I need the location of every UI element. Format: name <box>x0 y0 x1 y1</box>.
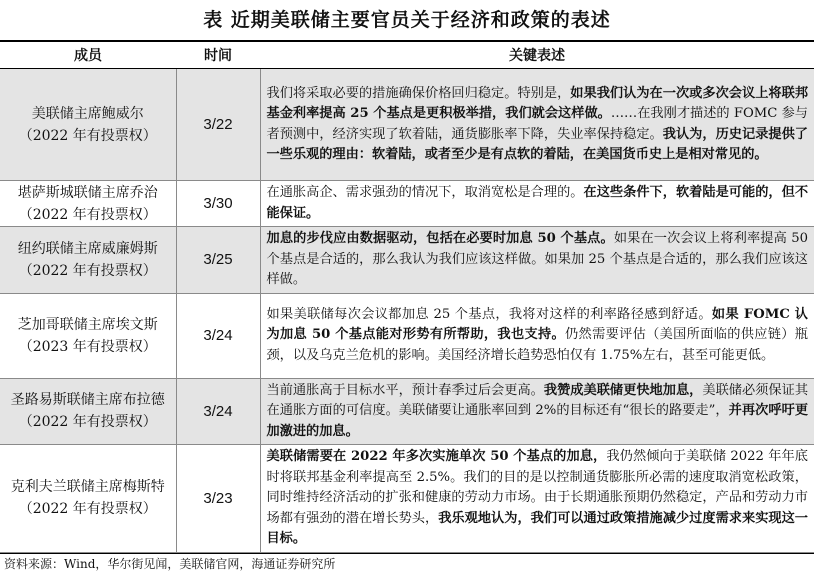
time-cell: 3/23 <box>176 445 260 553</box>
member-cell <box>0 293 176 378</box>
time-cell: 3/22 <box>176 69 260 181</box>
statements-table <box>0 42 814 553</box>
statement-text: 如果美联储每次会议都加息 25 个基点，我将对这样的利率路径感到舒适。 <box>266 306 712 322</box>
statement-emphasis: 美联储需要在 2022 年多次实施单次 50 个基点的加息， <box>266 449 607 464</box>
member-vote: （2022 年有投票权） <box>18 414 157 431</box>
member-cell <box>0 445 176 553</box>
table-row <box>0 69 814 181</box>
statement-emphasis: 并再次呼吁更加激进的加息。 <box>266 403 809 439</box>
member-cell <box>0 69 176 181</box>
table-row <box>0 378 814 445</box>
time-cell: 3/24 <box>176 293 260 378</box>
table-row <box>0 445 814 553</box>
member-name: 圣路易斯联储主席布拉德 <box>10 392 165 409</box>
member-vote: （2022 年有投票权） <box>18 127 157 144</box>
header-statement: 关键表述 <box>260 42 814 69</box>
member-vote: （2022 年有投票权） <box>18 501 157 518</box>
time-cell: 3/25 <box>176 227 260 294</box>
statement-text: 当前通胀高于目标水平，预计春季过后会更高。 <box>266 382 544 398</box>
statement-emphasis: 我赞成美联储更快地加息， <box>543 382 703 398</box>
statement-cell <box>260 181 814 227</box>
source-note: 资料来源：Wind，华尔街见闻，美联储官网，海通证券研究所 <box>0 553 814 574</box>
statement-text: 在通胀高企、需求强劲的情况下，取消宽松是合理的。 <box>266 185 584 200</box>
statement-text: ……在我刚才描述的 FOMC 参与者预测中，经济实现了软着陆，通货膨胀率下降，失业率保持稳定。 <box>266 106 808 142</box>
statement-cell <box>260 293 814 378</box>
header-time: 时间 <box>176 42 260 69</box>
statement-text: 美联储必须保证其在通胀方面的可信度。美联储要让通胀率回到 2%的目标还有“很长的路要走”， <box>266 382 809 418</box>
statement-cell <box>260 227 814 294</box>
time-cell: 3/30 <box>176 181 260 227</box>
statement-emphasis: 在这些条件下，软着陆是可能的，但不能保证。 <box>266 185 809 221</box>
header-member: 成员 <box>0 42 176 69</box>
time-cell: 3/24 <box>176 378 260 445</box>
member-name: 纽约联储主席威廉姆斯 <box>17 240 158 257</box>
table-row <box>0 293 814 378</box>
statement-cell <box>260 378 814 445</box>
header-row <box>0 42 814 69</box>
member-name: 堪萨斯城联储主席乔治 <box>17 184 158 201</box>
table-title: 表 近期美联储主要官员关于经济和政策的表述 <box>0 0 814 42</box>
member-cell <box>0 227 176 294</box>
member-name: 芝加哥联储主席埃文斯 <box>17 316 158 333</box>
statement-emphasis: 如果 FOMC 认为加息 50 个基点能对形势有所帮助，我也支持。 <box>266 306 808 343</box>
member-cell <box>0 378 176 445</box>
member-cell <box>0 181 176 227</box>
statement-emphasis: 如果我们认为在一次或多次会议上将联邦基金利率提高 25 个基点是更积极举措，我们就会这样做。 <box>266 85 808 121</box>
member-vote: （2022 年有投票权） <box>18 262 157 279</box>
statement-emphasis: 加息的步伐应由数据驱动，包括在必要时加息 50 个基点。 <box>266 231 614 246</box>
statement-emphasis: 我乐观地认为，我们可以通过政策措施减少过度需求来实现这一目标。 <box>266 510 808 546</box>
statement-cell <box>260 445 814 553</box>
table-header <box>0 42 814 69</box>
statement-text: 我们将采取必要的措施确保价格回归稳定。特别是， <box>266 85 571 101</box>
member-name: 克利夫兰联储主席梅斯特 <box>10 479 165 496</box>
member-vote: （2022 年有投票权） <box>18 206 157 223</box>
statement-emphasis: 我认为，历史记录提供了一些乐观的理由：软着陆，或者至少是有点软的着陆，在美国货币史上是相对常见的。 <box>266 126 808 162</box>
statement-text: 我仍然倾向于美联储 2022 年年底时将联邦基金利率提高至 2.5%。我们的目的是以控制通货膨胀所必需的速度取消宽松政策，同时维持经济活动的扩张和健康的劳动力市场。由于长期通胀预期仍然稳定，产品和劳动力市场都有强劲的潜在增长势头， <box>266 449 808 526</box>
statement-cell <box>260 69 814 181</box>
table-row <box>0 227 814 294</box>
statement-text: 仍然需要评估（美国所面临的供应链）瓶颈，以及乌克兰危机的影响。美国经济增长趋势恐怕仅有 1.75%左右，甚至可能更低。 <box>266 327 808 363</box>
member-name: 美联储主席鲍威尔 <box>31 105 144 122</box>
table-body <box>0 69 814 553</box>
statement-text: 如果在一次会议上将利率提高 50 个基点是合适的，那么我认为我们应该这样做。如果加 25 个基点是合适的，那么我们应该这样做。 <box>266 231 808 287</box>
table-row <box>0 181 814 227</box>
member-vote: （2023 年有投票权） <box>18 338 157 355</box>
